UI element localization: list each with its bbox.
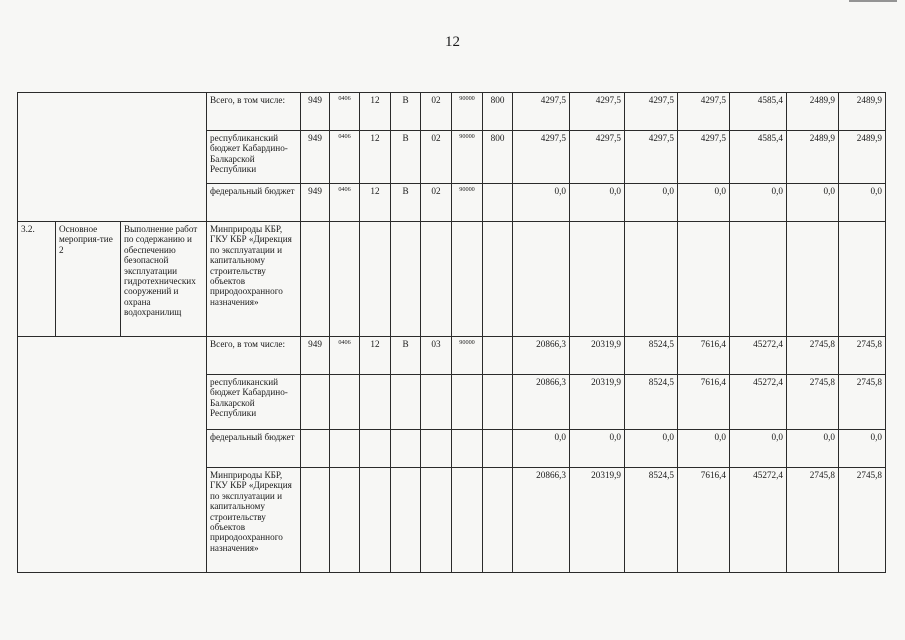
amount-cell: 2745,8 [787, 468, 839, 573]
funding-source-cell: Всего, в том числе: [207, 93, 301, 131]
empty-cell [391, 222, 421, 337]
cs-cell-2 [391, 375, 421, 430]
funding-source-cell: федеральный бюджет [207, 430, 301, 468]
empty-cell [787, 222, 839, 337]
cs-cell-2: В [391, 93, 421, 131]
activity-description: Выполнение работ по содержанию и обеспечению безопасной эксплуатации гидротехнических сооружений и охрана водохранилищ [121, 222, 207, 337]
funding-source-cell: республиканский бюджет Кабардино-Балкарской Республики [207, 131, 301, 184]
table-row [18, 93, 886, 131]
cs-cell-2 [391, 430, 421, 468]
cs-cell-2 [391, 468, 421, 573]
cs-cell-2: В [391, 131, 421, 184]
funding-source-cell: Всего, в том числе: [207, 337, 301, 375]
activity-type: Основное мероприя-тие 2 [56, 222, 121, 337]
cs-cell-3 [421, 468, 452, 573]
amount-cell: 0,0 [678, 184, 730, 222]
amount-cell: 2489,9 [839, 93, 886, 131]
amount-cell: 7616,4 [678, 375, 730, 430]
cs-cell-1: 12 [360, 131, 391, 184]
amount-cell: 0,0 [730, 430, 787, 468]
cs-cell-3 [421, 430, 452, 468]
empty-cell [678, 222, 730, 337]
amount-cell: 0,0 [570, 184, 625, 222]
amount-cell: 8524,5 [625, 337, 678, 375]
grbs-cell: 949 [301, 131, 330, 184]
empty-cell [483, 222, 513, 337]
grbs-cell [301, 430, 330, 468]
funding-source-cell: республиканский бюджет Кабардино-Балкарской Республики [207, 375, 301, 430]
empty-cell [452, 222, 483, 337]
rzpr-cell: 0406 [330, 93, 360, 131]
cs-cell-1: 12 [360, 184, 391, 222]
amount-cell: 20319,9 [570, 468, 625, 573]
cs-cell-1: 12 [360, 337, 391, 375]
cs-cell-3: 02 [421, 131, 452, 184]
amount-cell: 7616,4 [678, 337, 730, 375]
scan-corner-mark [849, 0, 897, 4]
amount-cell: 4297,5 [513, 131, 570, 184]
cs-cell-4: 90000 [452, 93, 483, 131]
amount-cell: 20319,9 [570, 375, 625, 430]
amount-cell: 2745,8 [839, 375, 886, 430]
page-number: 12 [445, 34, 460, 50]
vr-cell: 800 [483, 93, 513, 131]
cs-cell-4 [452, 375, 483, 430]
vr-cell [483, 184, 513, 222]
cs-cell-1 [360, 375, 391, 430]
empty-cell [301, 222, 330, 337]
empty-cell [625, 222, 678, 337]
amount-cell: 2489,9 [787, 93, 839, 131]
amount-cell: 4297,5 [678, 131, 730, 184]
vr-cell [483, 430, 513, 468]
rzpr-cell: 0406 [330, 337, 360, 375]
cs-cell-4: 90000 [452, 184, 483, 222]
vr-cell [483, 468, 513, 573]
amount-cell: 0,0 [570, 430, 625, 468]
amount-cell: 4585,4 [730, 93, 787, 131]
amount-cell: 0,0 [513, 184, 570, 222]
grbs-cell: 949 [301, 337, 330, 375]
activity-executor: Минприроды КБР, ГКУ КБР «Дирекция по эксплуатации и капитальному строительству объектов природоохранного назначения» [207, 222, 301, 337]
empty-cell [513, 222, 570, 337]
rzpr-cell [330, 375, 360, 430]
amount-cell: 0,0 [678, 430, 730, 468]
amount-cell: 4585,4 [730, 131, 787, 184]
amount-cell: 2745,8 [839, 468, 886, 573]
vr-cell [483, 337, 513, 375]
cs-cell-3: 03 [421, 337, 452, 375]
amount-cell: 0,0 [787, 184, 839, 222]
amount-cell: 4297,5 [625, 131, 678, 184]
grbs-cell [301, 468, 330, 573]
cs-cell-3: 02 [421, 93, 452, 131]
amount-cell: 4297,5 [678, 93, 730, 131]
amount-cell: 2745,8 [787, 375, 839, 430]
cs-cell-4: 90000 [452, 337, 483, 375]
blank-merged-cell [18, 93, 207, 222]
activity-number: 3.2. [18, 222, 56, 337]
amount-cell: 0,0 [839, 430, 886, 468]
vr-cell: 800 [483, 131, 513, 184]
grbs-cell [301, 375, 330, 430]
empty-cell [360, 222, 391, 337]
amount-cell: 0,0 [730, 184, 787, 222]
cs-cell-1 [360, 430, 391, 468]
cs-cell-4 [452, 430, 483, 468]
amount-cell: 8524,5 [625, 468, 678, 573]
amount-cell: 0,0 [787, 430, 839, 468]
cs-cell-2: В [391, 337, 421, 375]
rzpr-cell [330, 430, 360, 468]
amount-cell: 4297,5 [570, 131, 625, 184]
grbs-cell: 949 [301, 184, 330, 222]
amount-cell: 2745,8 [839, 337, 886, 375]
amount-cell: 7616,4 [678, 468, 730, 573]
grbs-cell: 949 [301, 93, 330, 131]
amount-cell: 4297,5 [513, 93, 570, 131]
empty-cell [421, 222, 452, 337]
budget-table [17, 92, 886, 573]
amount-cell: 0,0 [839, 184, 886, 222]
rzpr-cell [330, 468, 360, 573]
cs-cell-3 [421, 375, 452, 430]
amount-cell: 0,0 [513, 430, 570, 468]
cs-cell-3: 02 [421, 184, 452, 222]
empty-cell [330, 222, 360, 337]
cs-cell-4 [452, 468, 483, 573]
activity-row [18, 222, 886, 337]
amount-cell: 45272,4 [730, 468, 787, 573]
amount-cell: 45272,4 [730, 337, 787, 375]
amount-cell: 0,0 [625, 430, 678, 468]
amount-cell: 4297,5 [625, 93, 678, 131]
amount-cell: 45272,4 [730, 375, 787, 430]
empty-cell [839, 222, 886, 337]
table-row [18, 337, 886, 375]
amount-cell: 2489,9 [787, 131, 839, 184]
rzpr-cell: 0406 [330, 184, 360, 222]
amount-cell: 8524,5 [625, 375, 678, 430]
vr-cell [483, 375, 513, 430]
amount-cell: 0,0 [625, 184, 678, 222]
cs-cell-4: 90000 [452, 131, 483, 184]
rzpr-cell: 0406 [330, 131, 360, 184]
amount-cell: 2489,9 [839, 131, 886, 184]
amount-cell: 20866,3 [513, 375, 570, 430]
amount-cell: 2745,8 [787, 337, 839, 375]
amount-cell: 4297,5 [570, 93, 625, 131]
empty-cell [570, 222, 625, 337]
funding-source-cell: федеральный бюджет [207, 184, 301, 222]
empty-cell [730, 222, 787, 337]
amount-cell: 20866,3 [513, 468, 570, 573]
cs-cell-1 [360, 468, 391, 573]
cs-cell-1: 12 [360, 93, 391, 131]
amount-cell: 20866,3 [513, 337, 570, 375]
funding-source-cell: Минприроды КБР, ГКУ КБР «Дирекция по эксплуатации и капитальному строительству объектов природоохранного назначения» [207, 468, 301, 573]
cs-cell-2: В [391, 184, 421, 222]
blank-merged-cell [18, 337, 207, 573]
amount-cell: 20319,9 [570, 337, 625, 375]
